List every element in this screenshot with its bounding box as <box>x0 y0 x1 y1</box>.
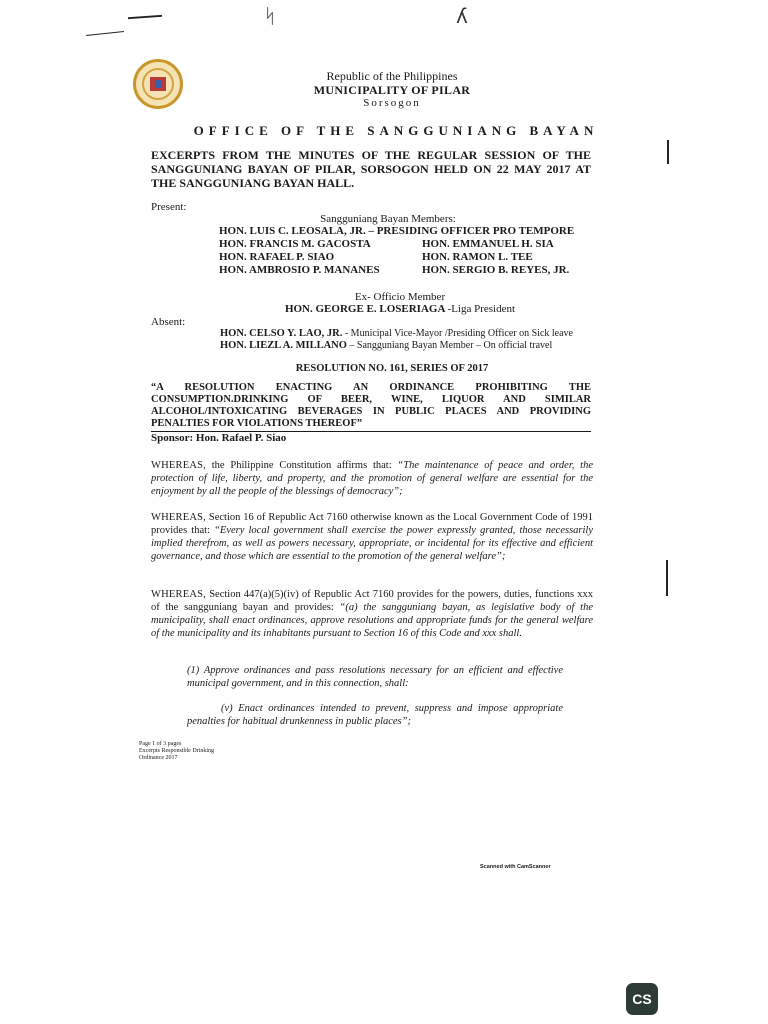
whereas-quote: “Every local government shall exercise the power expressly granted, those necessarily implied therefrom, as well as powers necessary, appropriate, or incidental for its effective and efficient governance, and those which are essential to the promotion of the general welfare”; <box>151 525 593 562</box>
member-name: HON. FRANCIS M. GACOSTA <box>219 238 371 250</box>
whereas-lead: WHEREAS, <box>151 512 206 523</box>
absent-note: – Sangguniang Bayan Member – On official travel <box>346 340 553 351</box>
absent-entry <box>220 340 552 351</box>
member-name: HON. SERGIO B. REYES, JR. <box>422 264 570 276</box>
excerpt-title: EXCERPTS FROM THE MINUTES OF THE REGULAR SESSION OF THE SANGGUNIANG BAYAN OF PILAR, SORSOGON HELD ON 22 MAY 2017 AT THE SANGGUNIANG BAYAN HALL. <box>151 148 591 190</box>
resolution-title: “A RESOLUTION ENACTING AN ORDINANCE PROHIBITING THE CONSUMPTION.DRINKING OF BEER, WINE, LIQUOR AND SIMILAR ALCOHOL/INTOXICATING BEVERAGES IN PUBLIC PLACES AND PROVIDING PENALTIES FOR VIOLATIONS THEREOF” <box>151 382 591 432</box>
presiding-officer: HON. LUIS C. LEOSALA, JR. – PRESIDING OFFICER PRO TEMPORE <box>219 225 575 237</box>
footer-page: Page 1 of 3 pages <box>139 741 182 747</box>
whereas-quote: “(a) the sangguniang bayan, as legislative body of the municipality, shall enact ordinances, approve resolutions and appropriate funds for the general welfare of the municipality and its inhabitants pursuant to Section 16 of this Code and xxx shall. <box>151 602 593 639</box>
municipality-heading: MUNICIPALITY OF PILAR <box>313 83 471 97</box>
sub-item: (v) Enact ordinances intended to prevent, suppress and impose appropriate penalties for habitual drunkenness in public places”; <box>187 703 563 727</box>
members-title: Sangguniang Bayan Members: <box>320 213 456 225</box>
whereas-quote: “The maintenance of peace and order, the protection of life, liberty, and property, and the promotion of general welfare are essential for the enjoyment by all the people of the blessings of democracy”; <box>151 460 594 497</box>
whereas-paragraph <box>151 459 593 498</box>
absent-entry <box>220 328 573 339</box>
scan-line-artifact <box>128 15 162 19</box>
scan-mark-icon: ᛋ <box>264 4 276 28</box>
present-label: Present: <box>151 201 187 213</box>
whereas-lead: WHEREAS, <box>151 589 206 600</box>
ex-officio-name: HON. GEORGE E. LOSERIAGA <box>284 303 445 315</box>
whereas-lead: WHEREAS, <box>151 460 206 471</box>
footer-line: Excerpts Responsible Drinking <box>139 748 214 754</box>
whereas-text: Section 16 of Republic Act 7160 otherwise known as the Local Government Code of 1991 provides that: <box>151 512 593 536</box>
ex-officio-role: -Liga President <box>447 303 516 315</box>
page-footer <box>139 741 214 762</box>
member-name: HON. RAMON L. TEE <box>422 251 533 263</box>
whereas-text: Section 447(a)(5)(iv) of Republic Act 7160 provides for the powers, duties, functions xxx of the sangguniang bayan and provides: <box>151 589 593 613</box>
whereas-paragraph <box>151 588 593 640</box>
scan-line-artifact <box>666 560 668 596</box>
absent-label: Absent: <box>151 316 186 328</box>
scan-mark-icon: ʎ <box>456 4 468 28</box>
footer-line: Ordinance 2017 <box>139 755 178 761</box>
sponsor-line: Sponsor: Hon. Rafael P. Siao <box>151 432 287 444</box>
member-name: HON. AMBROSIO P. MANANES <box>219 264 380 276</box>
absent-name: HON. LIEZL A. MILLANO <box>220 340 347 351</box>
whereas-paragraph <box>151 511 593 563</box>
province-heading: Sorsogon <box>363 97 421 109</box>
resolution-number: RESOLUTION NO. 161, SERIES OF 2017 <box>295 363 489 374</box>
scanned-note: Scanned with CamScanner <box>480 864 551 870</box>
absent-note: - Municipal Vice-Mayor /Presiding Officer on Sick leave <box>342 328 573 339</box>
scan-line-artifact <box>667 140 669 164</box>
whereas-text: the Philippine Constitution affirms that: <box>205 460 398 471</box>
member-name: HON. EMMANUEL H. SIA <box>422 238 554 250</box>
scan-line-artifact <box>86 31 124 36</box>
member-name: HON. RAFAEL P. SIAO <box>219 251 335 263</box>
ex-officio-member <box>16 303 768 315</box>
sub-item: (1) Approve ordinances and pass resolutions necessary for an efficient and effective municipal government, and in this connection, shall: <box>187 665 563 689</box>
camscanner-badge-icon[interactable]: CS <box>626 983 658 1015</box>
absent-name: HON. CELSO Y. LAO, JR. <box>220 328 343 339</box>
office-heading: OFFICE OF THE SANGGUNIANG BAYAN <box>193 123 599 138</box>
country-heading: Republic of the Philippines <box>326 69 458 83</box>
ex-officio-title: Ex- Officio Member <box>354 291 446 303</box>
